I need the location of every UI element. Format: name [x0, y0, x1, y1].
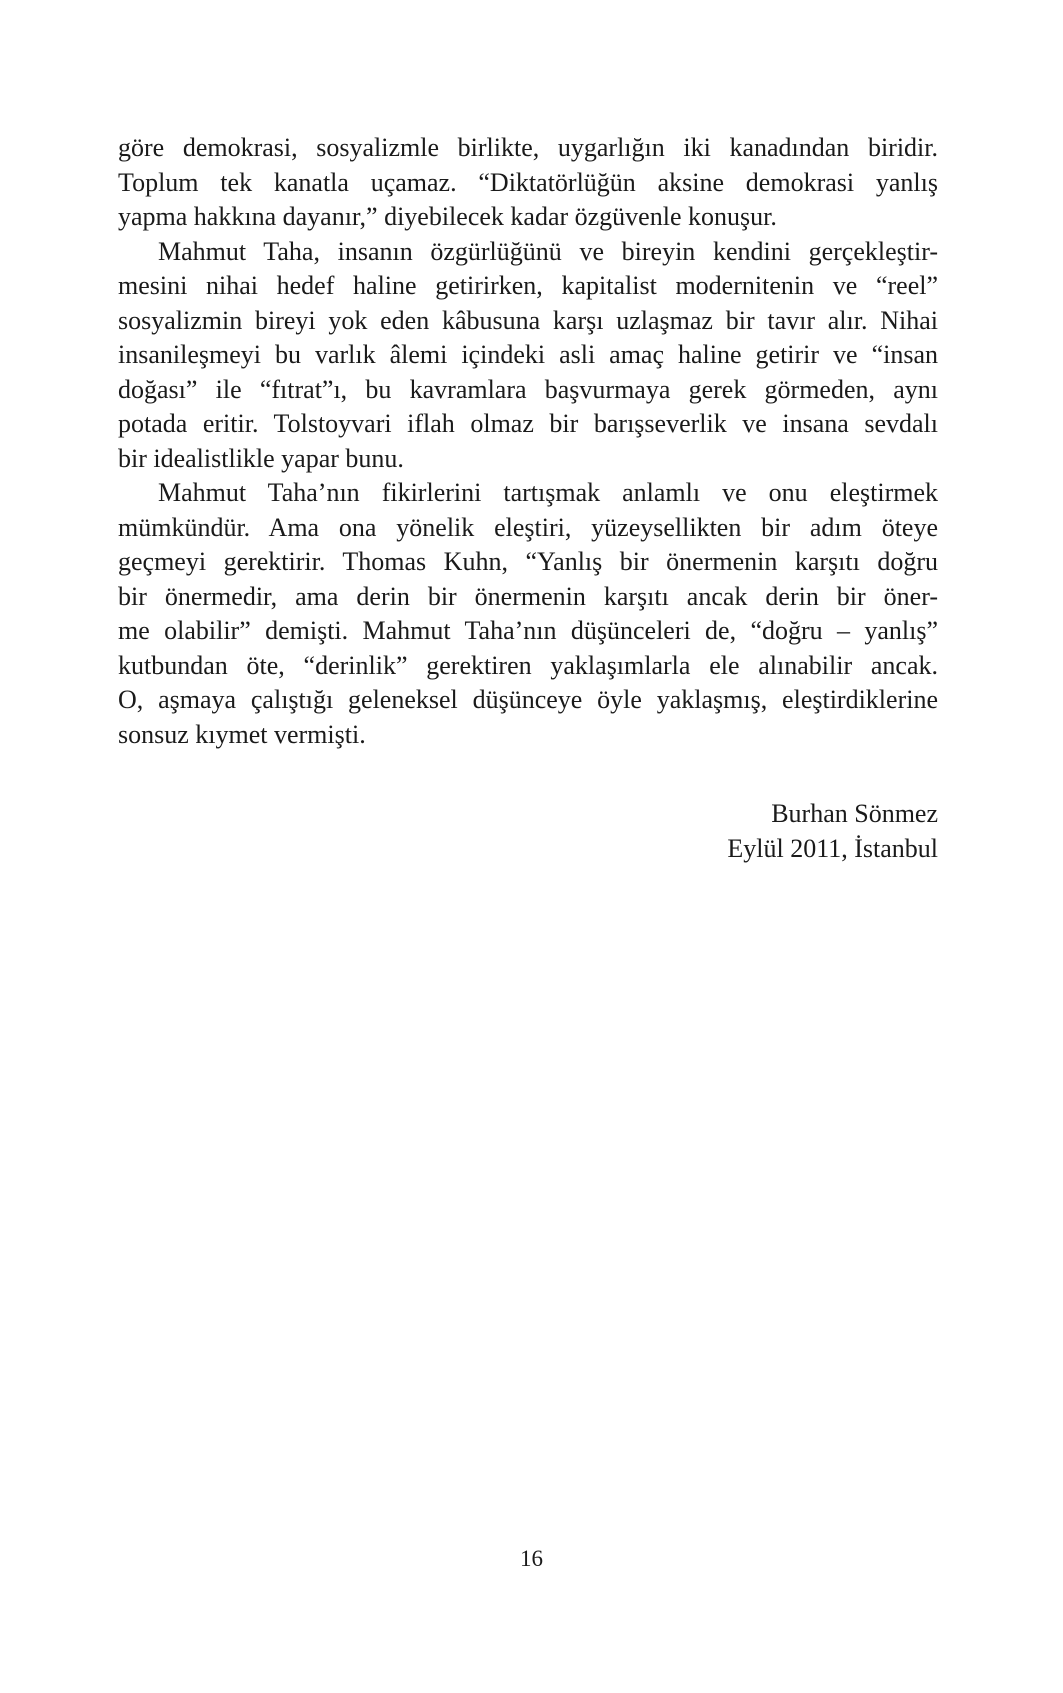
text-line: geçmeyi gerektirir. Thomas Kuhn, “Yanlış bir önermenin karşıtı doğru — [118, 547, 938, 576]
text-line: O, aşmaya çalıştığı geleneksel düşünceye öyle yaklaşmış, eleştirdiklerine — [118, 685, 938, 714]
text-line: bir önermedir, ama derin bir önermenin karşıtı ancak derin bir öner- — [118, 581, 938, 611]
text-line: Toplum tek kanatla uçamaz. “Diktatörlüğün aksine demokrasi yanlış — [118, 167, 938, 197]
author-name: Burhan Sönmez — [771, 799, 938, 828]
text-line: yapma hakkına dayanır,” diyebilecek kadar özgüvenle konuşur. — [118, 202, 777, 231]
text-line: bir idealistlikle yapar bunu. — [118, 443, 404, 473]
date-place: Eylül 2011, İstanbul — [727, 833, 938, 863]
text-line: insanileşmeyi bu varlık âlemi içindeki asli amaç haline getirir ve “insan — [118, 340, 938, 369]
text-line: sonsuz kıymet vermişti. — [118, 719, 366, 749]
page-number: 16 — [520, 1546, 543, 1571]
paragraph-start-line: Mahmut Taha, insanın özgürlüğünü ve bireyin kendini gerçekleştir- — [158, 236, 938, 266]
text-line: göre demokrasi, sosyalizmle birlikte, uygarlığın iki kanadından biridir. — [118, 133, 938, 162]
text-line: potada eritir. Tolstoyvari iflah olmaz bir barışseverlik ve insana sevdalı — [118, 409, 938, 438]
text-line: doğası” ile “fıtrat”ı, bu kavramlara başvurmaya gerek görmeden, aynı — [118, 374, 938, 404]
paragraph-start-line: Mahmut Taha’nın fikirlerini tartışmak anlamlı ve onu eleştirmek — [158, 478, 938, 507]
body-text — [118, 131, 938, 752]
text-line: mümkündür. Ama ona yönelik eleştiri, yüzeysellikten bir adım öteye — [118, 512, 938, 542]
text-line: sosyalizmin bireyi yok eden kâbusuna karşı uzlaşmaz bir tavır alır. Nihai — [118, 305, 938, 335]
text-line: me olabilir” demişti. Mahmut Taha’nın düşünceleri de, “doğru – yanlış” — [118, 616, 938, 645]
text-line: kutbundan öte, “derinlik” gerektiren yaklaşımlarla ele alınabilir ancak. — [118, 650, 938, 680]
text-line: mesini nihai hedef haline getirirken, kapitalist modernitenin ve “reel” — [118, 271, 938, 300]
signature-block — [727, 797, 938, 866]
